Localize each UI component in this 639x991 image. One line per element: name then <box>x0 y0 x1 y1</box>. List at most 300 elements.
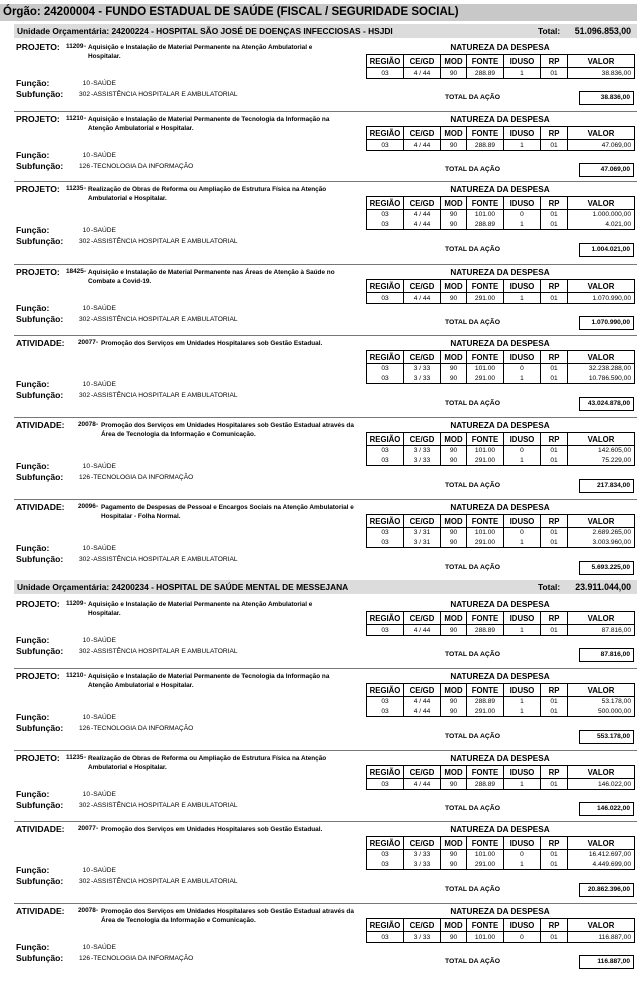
table-cell: 03 <box>367 932 404 943</box>
table-cell: 101.00 <box>467 364 504 374</box>
total-acao-value: 38.836,00 <box>579 91 634 105</box>
column-header: RP <box>541 837 568 850</box>
column-header: IDUSO <box>504 612 541 625</box>
funcao-label: Função: <box>16 303 50 313</box>
acao-kind-label: ATIVIDADE: <box>16 502 65 512</box>
total-acao-value: 553.178,00 <box>579 730 634 744</box>
acao-description: Promoção dos Serviços em Unidades Hospitalares sob Gestão Estadual. <box>101 340 323 347</box>
column-header: VALOR <box>568 515 635 528</box>
acao-code: 11209 <box>66 600 84 607</box>
table-cell: 1 <box>504 707 541 717</box>
table-cell: 01 <box>541 538 568 548</box>
column-header: MOD <box>441 766 467 779</box>
table-cell: 1.070.990,00 <box>568 293 635 304</box>
column-header: REGIÃO <box>367 197 404 210</box>
table-cell: 288.89 <box>467 220 504 230</box>
funcao-name: -SAÚDE <box>91 545 116 552</box>
subfuncao-code: 302 <box>78 802 90 809</box>
table-cell: 03 <box>367 779 404 790</box>
acao-kind-label: ATIVIDADE: <box>16 824 65 834</box>
column-header: RP <box>541 280 568 293</box>
table-cell: 90 <box>441 528 467 538</box>
column-header: REGIÃO <box>367 127 404 140</box>
table-cell: 101.00 <box>467 528 504 538</box>
table-cell: 87.816,00 <box>568 625 635 636</box>
column-header: FONTE <box>467 197 504 210</box>
column-header: RP <box>541 919 568 932</box>
subfuncao-label: Subfunção: <box>16 472 64 482</box>
table-cell: 01 <box>541 374 568 384</box>
unidade-total-label: Total: <box>538 582 561 592</box>
acao-code: 20078 <box>78 421 96 428</box>
total-acao-value: 43.024.878,00 <box>579 397 634 411</box>
column-header: VALOR <box>568 766 635 779</box>
total-acao-label: TOTAL DA AÇÃO <box>444 886 500 893</box>
funcao-label: Função: <box>16 150 50 160</box>
funcao-label: Função: <box>16 379 50 389</box>
table-row <box>367 456 635 466</box>
acao-code: 11210 <box>66 672 84 679</box>
table-cell: 4 / 44 <box>404 210 441 220</box>
acao-kind-label: PROJETO: <box>16 184 60 194</box>
table-cell: 03 <box>367 140 404 151</box>
table-cell: 01 <box>541 860 568 870</box>
table-cell: 4 / 44 <box>404 293 441 304</box>
column-header: IDUSO <box>504 351 541 364</box>
column-header: IDUSO <box>504 515 541 528</box>
acao-description: Promoção dos Serviços em Unidades Hospitalares sob Gestão Estadual através da Área de Tecnologia da Informação e Comunicação. <box>101 422 354 439</box>
despesa-table <box>366 196 635 230</box>
column-header: MOD <box>441 515 467 528</box>
table-cell: 3 / 33 <box>404 374 441 384</box>
unidade-total-label: Total: <box>538 26 561 36</box>
table-cell: 01 <box>541 528 568 538</box>
acao-block <box>14 182 637 258</box>
column-header: VALOR <box>568 837 635 850</box>
table-cell: 1 <box>504 68 541 79</box>
table-header-row <box>367 766 635 779</box>
acao-code: 20077 <box>78 339 96 346</box>
column-header: REGIÃO <box>367 919 404 932</box>
acao-code-dash: - <box>84 754 87 761</box>
subfuncao-code: 126 <box>78 474 90 481</box>
funcao-name: -SAÚDE <box>91 637 116 644</box>
natureza-heading: NATUREZA DA DESPESA <box>450 672 550 681</box>
column-header: CE/GD <box>404 515 441 528</box>
table-cell: 4 / 44 <box>404 697 441 707</box>
acao-code-dash: - <box>96 907 99 914</box>
funcao-name: -SAÚDE <box>91 227 116 234</box>
table-cell: 03 <box>367 538 404 548</box>
table-cell: 03 <box>367 707 404 717</box>
unidade-header <box>14 580 637 594</box>
table-cell: 03 <box>367 860 404 870</box>
total-acao-value: 146.022,00 <box>579 802 634 816</box>
column-header: RP <box>541 766 568 779</box>
column-header: CE/GD <box>404 766 441 779</box>
column-header: REGIÃO <box>367 612 404 625</box>
table-row <box>367 860 635 870</box>
subfuncao-label: Subfunção: <box>16 876 64 886</box>
column-header: IDUSO <box>504 127 541 140</box>
total-acao-label: TOTAL DA AÇÃO <box>444 319 500 326</box>
subfuncao-code: 302 <box>78 556 90 563</box>
column-header: IDUSO <box>504 684 541 697</box>
table-cell: 1 <box>504 140 541 151</box>
table-cell: 90 <box>441 140 467 151</box>
acao-description: Promoção dos Serviços em Unidades Hospitalares sob Gestão Estadual. <box>101 826 323 833</box>
acao-kind-label: PROJETO: <box>16 753 60 763</box>
table-cell: 4 / 44 <box>404 625 441 636</box>
total-acao-label: TOTAL DA AÇÃO <box>444 246 500 253</box>
table-header-row <box>367 515 635 528</box>
column-header: MOD <box>441 612 467 625</box>
table-row <box>367 364 635 374</box>
acao-block <box>14 500 637 576</box>
unidade-total-value: 51.096.853,00 <box>574 26 631 36</box>
funcao-code: 10 <box>82 714 90 721</box>
table-cell: 3 / 33 <box>404 364 441 374</box>
table-cell: 03 <box>367 850 404 860</box>
table-header-row <box>367 197 635 210</box>
column-header: CE/GD <box>404 837 441 850</box>
subfuncao-code: 302 <box>78 91 90 98</box>
table-cell: 01 <box>541 446 568 456</box>
acao-kind-label: ATIVIDADE: <box>16 420 65 430</box>
table-cell: 90 <box>441 446 467 456</box>
table-cell: 53.178,00 <box>568 697 635 707</box>
table-cell: 291.00 <box>467 293 504 304</box>
column-header: RP <box>541 684 568 697</box>
column-header: REGIÃO <box>367 55 404 68</box>
funcao-code: 10 <box>82 463 90 470</box>
column-header: MOD <box>441 280 467 293</box>
acao-block <box>14 669 637 745</box>
column-header: REGIÃO <box>367 433 404 446</box>
subfuncao-code: 126 <box>78 955 90 962</box>
despesa-table <box>366 836 635 870</box>
table-cell: 90 <box>441 932 467 943</box>
column-header: RP <box>541 515 568 528</box>
column-header: CE/GD <box>404 55 441 68</box>
table-row <box>367 374 635 384</box>
column-header: CE/GD <box>404 351 441 364</box>
column-header: REGIÃO <box>367 351 404 364</box>
column-header: MOD <box>441 837 467 850</box>
column-header: VALOR <box>568 197 635 210</box>
total-acao-label: TOTAL DA AÇÃO <box>444 651 500 658</box>
table-header-row <box>367 919 635 932</box>
table-cell: 4.021,00 <box>568 220 635 230</box>
table-row <box>367 625 635 636</box>
table-cell: 101.00 <box>467 446 504 456</box>
table-cell: 03 <box>367 625 404 636</box>
funcao-label: Função: <box>16 543 50 553</box>
table-header-row <box>367 612 635 625</box>
acao-code: 11210 <box>66 115 84 122</box>
table-cell: 03 <box>367 446 404 456</box>
table-header-row <box>367 55 635 68</box>
funcao-code: 10 <box>82 305 90 312</box>
table-cell: 90 <box>441 364 467 374</box>
table-cell: 90 <box>441 456 467 466</box>
table-cell: 2.689.265,00 <box>568 528 635 538</box>
table-cell: 101.00 <box>467 850 504 860</box>
natureza-heading: NATUREZA DA DESPESA <box>450 115 550 124</box>
subfuncao-code: 126 <box>78 725 90 732</box>
table-header-row <box>367 684 635 697</box>
table-cell: 288.89 <box>467 68 504 79</box>
table-cell: 90 <box>441 860 467 870</box>
table-cell: 01 <box>541 68 568 79</box>
table-row <box>367 538 635 548</box>
table-cell: 288.89 <box>467 625 504 636</box>
acao-code-dash: - <box>84 268 87 275</box>
subfuncao-name: -TECNOLOGIA DA INFORMAÇÃO <box>91 163 194 170</box>
despesa-table <box>366 279 635 304</box>
table-cell: 90 <box>441 538 467 548</box>
column-header: MOD <box>441 433 467 446</box>
subfuncao-label: Subfunção: <box>16 723 64 733</box>
column-header: MOD <box>441 684 467 697</box>
orgao-header: Órgão: 24200004 - FUNDO ESTADUAL DE SAÚDE (FISCAL / SEGURIDADE SOCIAL) <box>0 4 637 21</box>
table-header-row <box>367 433 635 446</box>
table-cell: 10.786.590,00 <box>568 374 635 384</box>
table-cell: 288.89 <box>467 140 504 151</box>
table-cell: 0 <box>504 850 541 860</box>
table-cell: 1 <box>504 293 541 304</box>
acao-block <box>14 112 637 178</box>
table-cell: 01 <box>541 850 568 860</box>
acao-description: Aquisição e Instalação de Material Permanente de Tecnologia da Informação na Atenção Ambulatorial e Hospitalar. <box>88 673 330 690</box>
column-header: MOD <box>441 55 467 68</box>
subfuncao-name: -ASSISTÊNCIA HOSPITALAR E AMBULATORIAL <box>91 648 238 655</box>
natureza-heading: NATUREZA DA DESPESA <box>450 421 550 430</box>
acao-code-dash: - <box>84 600 87 607</box>
table-row <box>367 779 635 790</box>
despesa-table <box>366 765 635 790</box>
column-header: RP <box>541 612 568 625</box>
table-cell: 03 <box>367 293 404 304</box>
total-acao-value: 116.887,00 <box>579 955 634 969</box>
subfuncao-label: Subfunção: <box>16 161 64 171</box>
acao-kind-label: PROJETO: <box>16 671 60 681</box>
subfuncao-label: Subfunção: <box>16 953 64 963</box>
table-cell: 90 <box>441 293 467 304</box>
acao-block <box>14 822 637 898</box>
subfuncao-code: 302 <box>78 648 90 655</box>
acao-description: Aquisição e Instalação de Material Permanente na Atenção Ambulatorial e Hospitalar. <box>88 601 313 618</box>
table-cell: 0 <box>504 528 541 538</box>
total-acao-label: TOTAL DA AÇÃO <box>444 482 500 489</box>
table-cell: 03 <box>367 697 404 707</box>
column-header: FONTE <box>467 55 504 68</box>
table-cell: 3 / 31 <box>404 528 441 538</box>
funcao-code: 10 <box>82 637 90 644</box>
funcao-name: -SAÚDE <box>91 381 116 388</box>
table-cell: 1 <box>504 625 541 636</box>
column-header: VALOR <box>568 919 635 932</box>
subfuncao-label: Subfunção: <box>16 236 64 246</box>
column-header: REGIÃO <box>367 280 404 293</box>
table-cell: 3 / 31 <box>404 538 441 548</box>
acao-description: Realização de Obras de Reforma ou Ampliação de Estrutura Física na Atenção Ambulatorial e Hospitalar. <box>88 186 327 203</box>
despesa-table <box>366 350 635 384</box>
table-cell: 90 <box>441 707 467 717</box>
column-header: CE/GD <box>404 684 441 697</box>
funcao-code: 10 <box>82 545 90 552</box>
subfuncao-name: -TECNOLOGIA DA INFORMAÇÃO <box>91 725 194 732</box>
funcao-name: -SAÚDE <box>91 867 116 874</box>
table-row <box>367 68 635 79</box>
despesa-table <box>366 918 635 943</box>
acao-code: 20078 <box>78 907 96 914</box>
acao-description: Promoção dos Serviços em Unidades Hospitalares sob Gestão Estadual através da Área de Tecnologia da Informação e Comunicação. <box>101 908 354 925</box>
column-header: IDUSO <box>504 197 541 210</box>
acao-description: Pagamento de Despesas de Pessoal e Encargos Sociais na Atenção Ambulatorial e Hospitalar - Folha Normal. <box>101 504 354 521</box>
column-header: VALOR <box>568 280 635 293</box>
natureza-heading: NATUREZA DA DESPESA <box>450 825 550 834</box>
funcao-name: -SAÚDE <box>91 152 116 159</box>
column-header: FONTE <box>467 515 504 528</box>
table-cell: 75.229,00 <box>568 456 635 466</box>
acao-description: Aquisição e Instalação de Material Permanente de Tecnologia da Informação na Atenção Ambulatorial e Hospitalar. <box>88 116 330 133</box>
subfuncao-label: Subfunção: <box>16 800 64 810</box>
table-cell: 90 <box>441 850 467 860</box>
table-cell: 0 <box>504 932 541 943</box>
column-header: VALOR <box>568 684 635 697</box>
funcao-label: Função: <box>16 461 50 471</box>
column-header: VALOR <box>568 612 635 625</box>
table-row <box>367 220 635 230</box>
column-header: REGIÃO <box>367 684 404 697</box>
total-acao-label: TOTAL DA AÇÃO <box>444 400 500 407</box>
funcao-name: -SAÚDE <box>91 80 116 87</box>
table-cell: 4.449.699,00 <box>568 860 635 870</box>
column-header: FONTE <box>467 837 504 850</box>
subfuncao-name: -ASSISTÊNCIA HOSPITALAR E AMBULATORIAL <box>91 316 238 323</box>
table-cell: 01 <box>541 932 568 943</box>
subfuncao-name: -ASSISTÊNCIA HOSPITALAR E AMBULATORIAL <box>91 878 238 885</box>
subfuncao-name: -ASSISTÊNCIA HOSPITALAR E AMBULATORIAL <box>91 238 238 245</box>
acao-code-dash: - <box>84 672 87 679</box>
column-header: VALOR <box>568 127 635 140</box>
column-header: REGIÃO <box>367 837 404 850</box>
table-cell: 01 <box>541 220 568 230</box>
table-cell: 0 <box>504 446 541 456</box>
acao-code: 20077 <box>78 825 96 832</box>
natureza-heading: NATUREZA DA DESPESA <box>450 185 550 194</box>
subfuncao-code: 302 <box>78 238 90 245</box>
table-cell: 01 <box>541 625 568 636</box>
funcao-name: -SAÚDE <box>91 714 116 721</box>
natureza-heading: NATUREZA DA DESPESA <box>450 907 550 916</box>
acao-block <box>14 751 637 817</box>
table-row <box>367 293 635 304</box>
funcao-label: Função: <box>16 789 50 799</box>
table-cell: 01 <box>541 140 568 151</box>
subfuncao-label: Subfunção: <box>16 314 64 324</box>
acao-code-dash: - <box>96 825 99 832</box>
funcao-code: 10 <box>82 944 90 951</box>
acao-code: 11209 <box>66 43 84 50</box>
subfuncao-code: 302 <box>78 878 90 885</box>
subfuncao-code: 126 <box>78 163 90 170</box>
table-header-row <box>367 351 635 364</box>
funcao-code: 10 <box>82 152 90 159</box>
funcao-label: Função: <box>16 942 50 952</box>
column-header: MOD <box>441 127 467 140</box>
column-header: RP <box>541 55 568 68</box>
table-cell: 1 <box>504 697 541 707</box>
table-cell: 01 <box>541 293 568 304</box>
table-cell: 3 / 33 <box>404 932 441 943</box>
acao-code-dash: - <box>84 185 87 192</box>
column-header: IDUSO <box>504 433 541 446</box>
acao-code-dash: - <box>84 43 87 50</box>
column-header: CE/GD <box>404 612 441 625</box>
column-header: IDUSO <box>504 919 541 932</box>
total-acao-label: TOTAL DA AÇÃO <box>444 733 500 740</box>
table-cell: 01 <box>541 707 568 717</box>
table-cell: 90 <box>441 68 467 79</box>
table-cell: 1 <box>504 860 541 870</box>
column-header: RP <box>541 197 568 210</box>
acao-kind-label: ATIVIDADE: <box>16 338 65 348</box>
table-cell: 03 <box>367 528 404 538</box>
table-cell: 01 <box>541 697 568 707</box>
column-header: VALOR <box>568 433 635 446</box>
funcao-label: Função: <box>16 635 50 645</box>
table-cell: 38.836,00 <box>568 68 635 79</box>
funcao-code: 10 <box>82 80 90 87</box>
acao-description: Realização de Obras de Reforma ou Ampliação de Estrutura Física na Atenção Ambulatorial e Hospitalar. <box>88 755 327 772</box>
despesa-table <box>366 514 635 548</box>
table-cell: 1 <box>504 374 541 384</box>
table-cell: 291.00 <box>467 374 504 384</box>
table-cell: 3 / 33 <box>404 860 441 870</box>
table-cell: 101.00 <box>467 932 504 943</box>
table-cell: 90 <box>441 697 467 707</box>
unidade-header <box>14 24 637 38</box>
table-cell: 47.069,00 <box>568 140 635 151</box>
table-cell: 288.89 <box>467 779 504 790</box>
table-cell: 01 <box>541 364 568 374</box>
column-header: FONTE <box>467 280 504 293</box>
table-cell: 03 <box>367 210 404 220</box>
column-header: RP <box>541 127 568 140</box>
table-cell: 01 <box>541 779 568 790</box>
column-header: REGIÃO <box>367 515 404 528</box>
column-header: RP <box>541 351 568 364</box>
column-header: FONTE <box>467 766 504 779</box>
acao-kind-label: PROJETO: <box>16 599 60 609</box>
table-cell: 4 / 44 <box>404 68 441 79</box>
table-cell: 16.412.697,00 <box>568 850 635 860</box>
funcao-code: 10 <box>82 227 90 234</box>
table-header-row <box>367 127 635 140</box>
table-row <box>367 707 635 717</box>
despesa-table <box>366 126 635 151</box>
table-cell: 0 <box>504 210 541 220</box>
table-cell: 291.00 <box>467 538 504 548</box>
column-header: CE/GD <box>404 127 441 140</box>
acao-code-dash: - <box>96 421 99 428</box>
total-acao-label: TOTAL DA AÇÃO <box>444 564 500 571</box>
column-header: CE/GD <box>404 280 441 293</box>
table-cell: 3 / 33 <box>404 456 441 466</box>
table-cell: 500.000,00 <box>568 707 635 717</box>
